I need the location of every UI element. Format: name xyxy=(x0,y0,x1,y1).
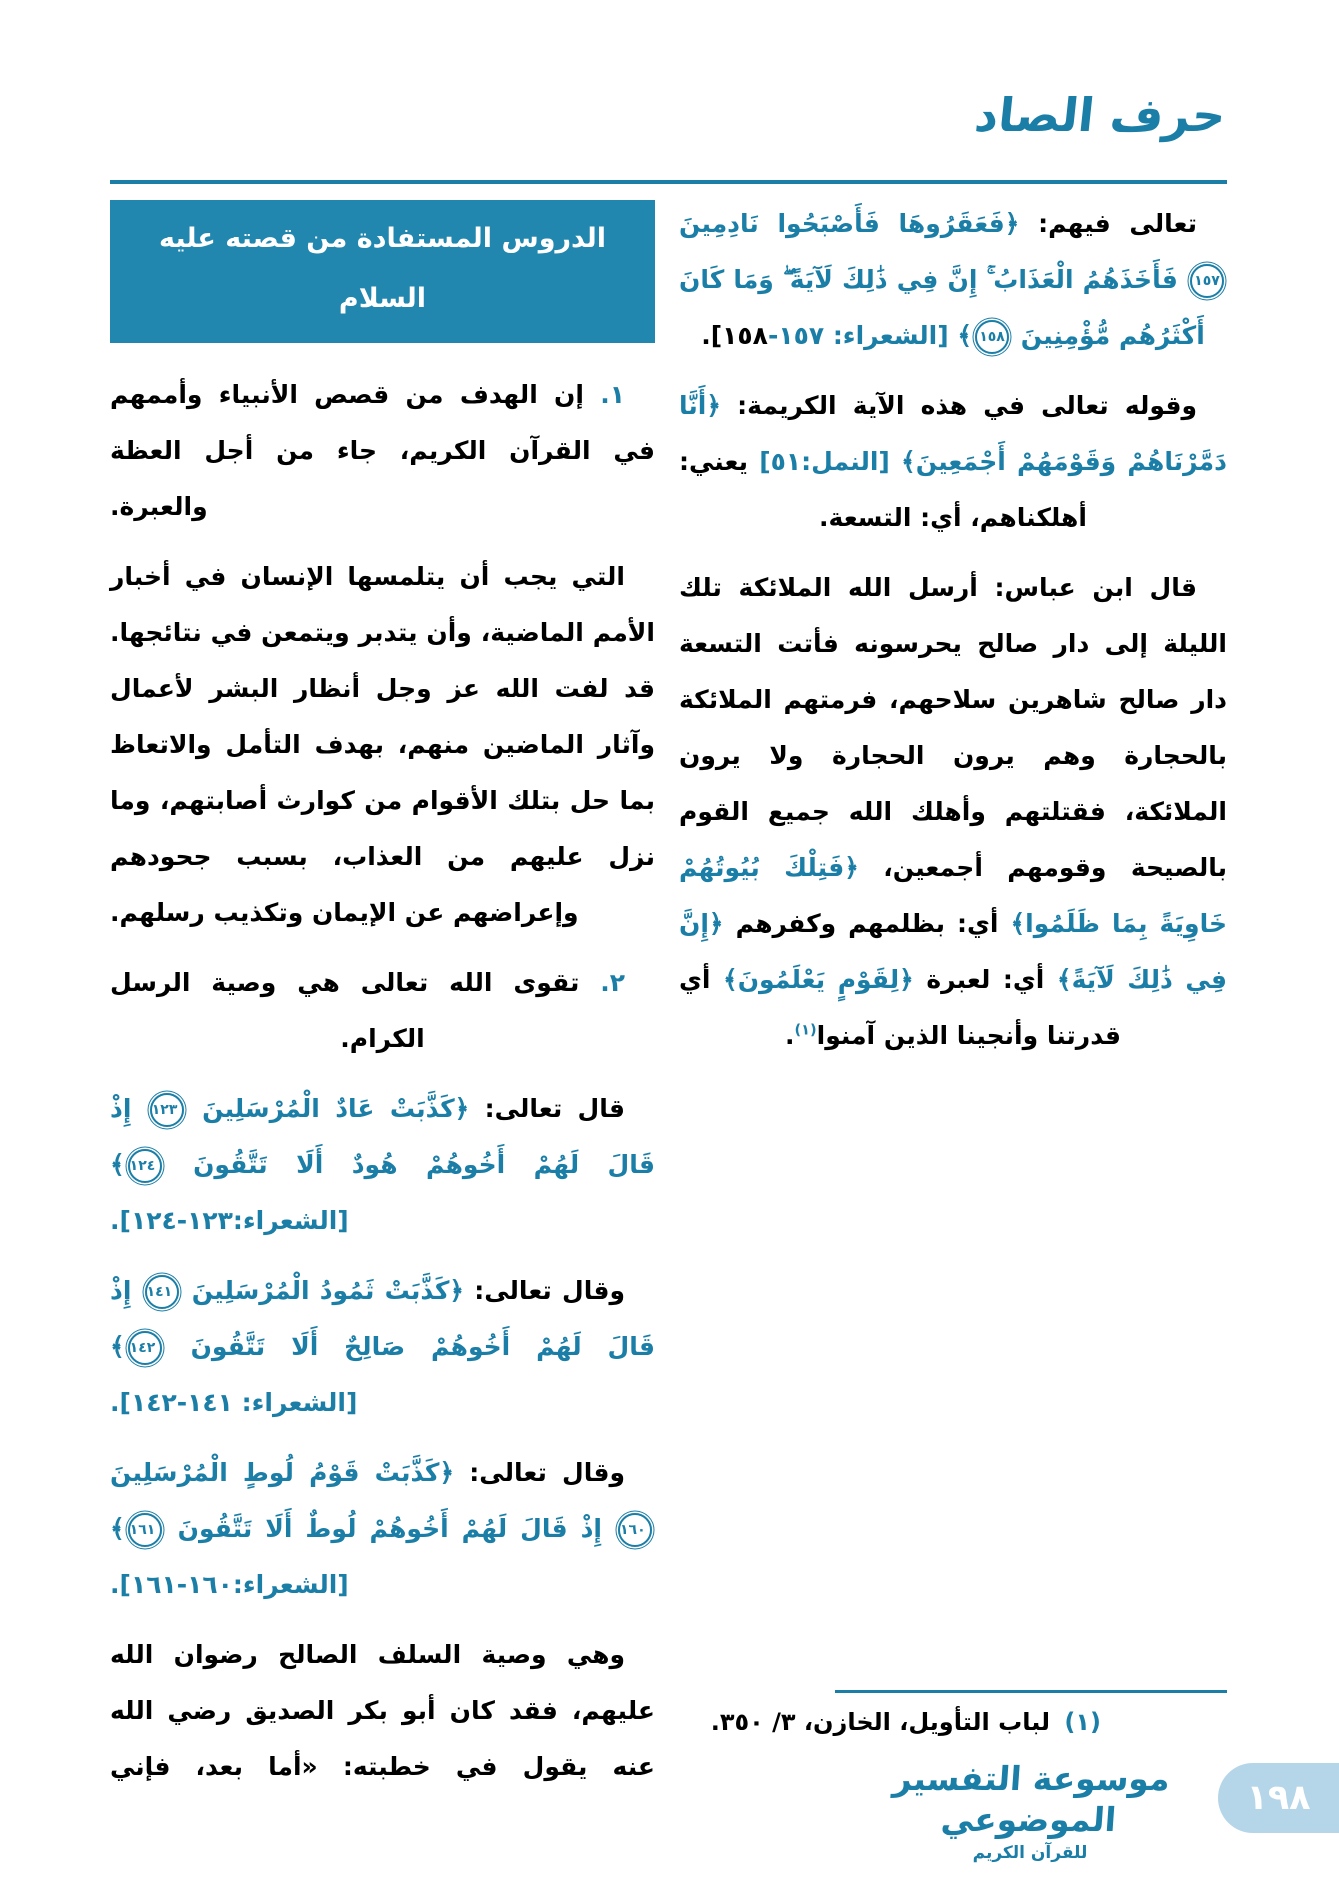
ayah-number-marker: ١٦٠ xyxy=(618,1513,652,1547)
verse-reference: [الشعراء: ١٥٧- xyxy=(767,321,949,350)
footnote-text: لباب التأويل، الخازن، ٣/ ٣٥٠. xyxy=(710,1708,1051,1736)
quran-text: ﴿كَذَّبَتْ ثَمُودُ الْمُرْسَلِينَ xyxy=(181,1275,465,1305)
body-text: تقوى الله تعالى هي وصية الرسل الكرام. xyxy=(110,967,580,1053)
left-column xyxy=(110,196,655,1809)
body-text: ١٥٨]. xyxy=(701,321,768,350)
quran-text: ﴿كَذَّبَتْ قَوْمُ لُوطٍ الْمُرْسَلِينَ xyxy=(110,1457,455,1487)
body-text: تعالى فيهم: xyxy=(1019,209,1197,238)
quran-text: ﴾ xyxy=(110,1513,125,1543)
publisher-logo xyxy=(878,1758,1182,1864)
header-rule xyxy=(110,180,1227,184)
body-text: وهي وصية السلف الصالح رضوان الله عليهم، فقد كان أبو بكر الصديق رضي الله عنه يقول في خطبته: «أما بعد، فإني xyxy=(110,1639,655,1781)
quran-text: ﴿كَذَّبَتْ عَادٌ الْمُرْسَلِينَ xyxy=(186,1093,470,1123)
page-number: ١٩٨ xyxy=(1246,1778,1311,1818)
body-text: وقال تعالى: xyxy=(464,1275,625,1305)
left-column-paragraphs xyxy=(110,367,655,1795)
paragraph xyxy=(679,560,1227,1064)
quran-text: ﴿فَعَقَرُوهَا فَأَصْبَحُوا نَادِمِينَ xyxy=(679,209,1020,238)
footnote-rule xyxy=(835,1690,1227,1693)
paragraph xyxy=(110,955,655,1067)
right-column xyxy=(679,196,1227,1078)
body-text: وقوله تعالى في هذه الآية الكريمة: xyxy=(721,391,1197,420)
quran-text: إِذْ قَالَ لَهُمْ أَخُوهُمْ صَالِحٌ أَلَا تَتَّقُونَ xyxy=(110,1275,655,1361)
paragraph xyxy=(110,549,655,941)
ayah-number-marker: ١٢٤ xyxy=(128,1149,162,1183)
paragraph xyxy=(110,1445,655,1613)
ayah-number-marker: ١٢٣ xyxy=(150,1093,184,1127)
body-text: وقال تعالى: xyxy=(454,1457,625,1487)
right-column-paragraphs xyxy=(679,196,1227,1064)
verse-reference: [النمل:٥١] xyxy=(759,447,890,476)
footnote xyxy=(711,1708,1101,1736)
ayah-number-marker: ١٥٧ xyxy=(1190,264,1224,298)
verse-reference: [الشعراء:١٦٠-١٦١]. xyxy=(110,1569,349,1599)
verse-reference: [الشعراء: ١٤١-١٤٢]. xyxy=(110,1387,358,1417)
list-number: ١. xyxy=(583,379,625,409)
footnote-ref-superscript: (١) xyxy=(794,1022,817,1039)
page-number-badge xyxy=(1218,1763,1339,1833)
publisher-logo-subtitle: للقرآن الكريم xyxy=(972,1842,1088,1863)
paragraph xyxy=(110,1627,655,1795)
quran-text: ﴿أَنَّا دَمَّرْنَاهُمْ وَقَوْمَهُمْ أَجْمَعِينَ﴾ xyxy=(679,391,1227,476)
quran-text: ﴾ xyxy=(110,1149,125,1179)
body-text: قال تعالى: xyxy=(469,1093,626,1123)
body-text: يعني: أهلكناهم، أي: التسعة. xyxy=(679,447,1087,532)
body-text: . xyxy=(784,1021,795,1050)
body-text: إن الهدف من قصص الأنبياء وأممهم في القرآن الكريم، جاء من أجل العظة والعبرة. xyxy=(110,379,655,521)
body-text: التي يجب أن يتلمسها الإنسان في أخبار الأمم الماضية، وأن يتدبر ويتمعن في نتائجها. قد لفت الله عز وجل أنظار البشر لأعمال وآثار الماضين منهم، بهدف التأمل والاتعاظ بما حل بتلك الأقوام من كوارث أصابتهم، وما نزل عليهم من العذاب، بسبب جحودهم وإعراضهم عن الإيمان وتكذيب رسلهم. xyxy=(110,561,655,927)
paragraph xyxy=(679,378,1227,546)
quran-text: ﴿فَتِلْكَ بُيُوتُهُمْ خَاوِيَةً بِمَا ظَلَمُوا﴾ xyxy=(679,853,1227,938)
verse-reference: [الشعراء:١٢٣-١٢٤]. xyxy=(110,1205,349,1235)
quran-text: ﴾ xyxy=(948,321,973,350)
quran-text: ﴿إِنَّ فِي ذَٰلِكَ لَآيَةً﴾ xyxy=(679,909,1228,994)
body-text: أي: بظلمهم وكفرهم xyxy=(723,909,1011,938)
quran-text: ﴿لِقَوْمٍ يَعْلَمُونَ﴾ xyxy=(723,965,914,994)
quran-text: إِذْ قَالَ لَهُمْ أَخُوهُمْ لُوطٌ أَلَا تَتَّقُونَ xyxy=(164,1513,615,1543)
quran-text: ﴾ xyxy=(110,1331,125,1361)
paragraph xyxy=(110,367,655,535)
section-title-box: الدروس المستفادة من قصته عليه السلام xyxy=(110,200,655,343)
ayah-number-marker: ١٦١ xyxy=(128,1513,162,1547)
body-text: أي قدرتنا وأنجينا الذين آمنوا xyxy=(679,965,1122,1050)
paragraph xyxy=(679,196,1227,364)
body-text: أي: لعبرة xyxy=(913,965,1057,994)
paragraph xyxy=(110,1081,655,1249)
list-number: ٢. xyxy=(579,967,626,997)
body-text: قال ابن عباس: أرسل الله الملائكة تلك الليلة إلى دار صالح يحرسونه فأتت التسعة دار صالح شاهرين سلاحهم، فرمتهم الملائكة بالحجارة وهم يرون الحجارة ولا يرون الملائكة، فقتلتهم وأهلك الله جميع القوم بالصيحة وقومهم أجمعين، xyxy=(679,573,1227,882)
publisher-logo-title: موسوعة التفسير الموضوعي xyxy=(891,1759,1172,1840)
ayah-number-marker: ١٥٨ xyxy=(975,320,1009,354)
footnote-marker: (١) xyxy=(1064,1708,1101,1736)
ayah-number-marker: ١٤٢ xyxy=(128,1331,162,1365)
quran-text: إِذْ قَالَ لَهُمْ أَخُوهُمْ هُودٌ أَلَا تَتَّقُونَ xyxy=(110,1093,655,1179)
ayah-number-marker: ١٤١ xyxy=(145,1275,179,1309)
chapter-title: حرف الصاد xyxy=(971,88,1228,142)
quran-text: فَأَخَذَهُمُ الْعَذَابُ ۚ إِنَّ فِي ذَٰلِكَ لَآيَةً ۖ وَمَا كَانَ أَكْثَرُهُم مُّؤْمِنِينَ xyxy=(679,265,1205,350)
paragraph xyxy=(110,1263,655,1431)
